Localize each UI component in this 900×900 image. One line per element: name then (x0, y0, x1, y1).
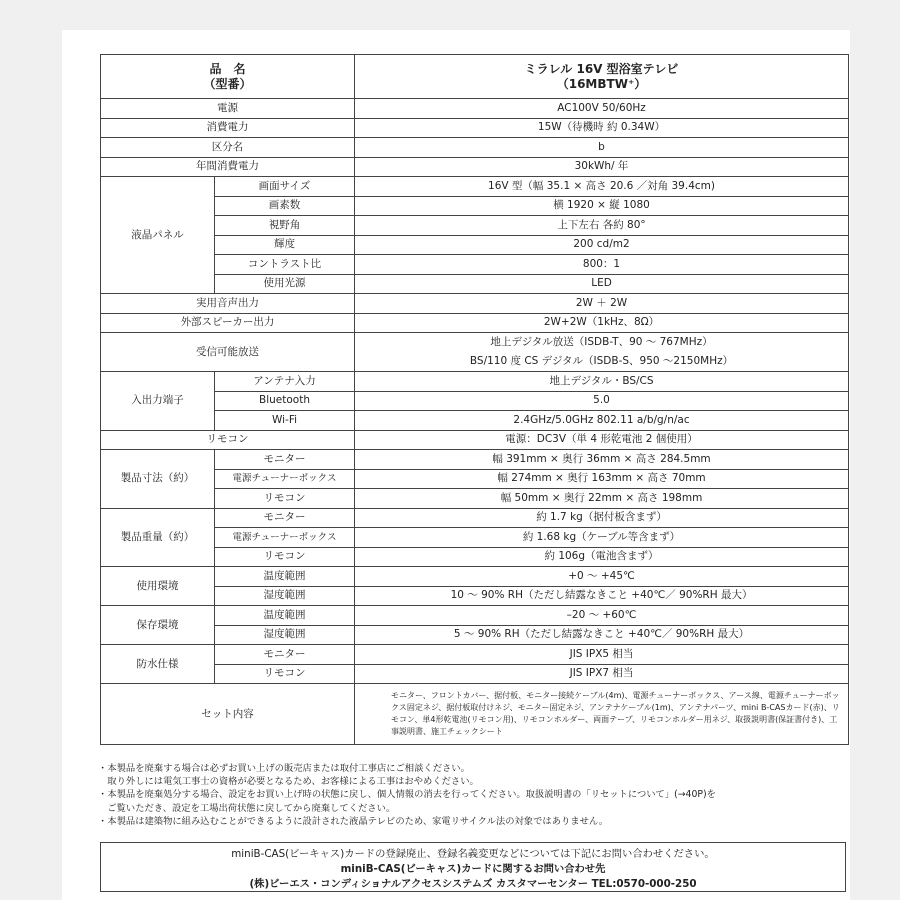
note-line: ご覧いただき、設定を工場出荷状態に戻してから廃棄してください。 (98, 802, 396, 814)
spec-sublabel: 電源チューナーボックス (215, 469, 355, 489)
table-row (101, 177, 849, 197)
spec-sublabel: Bluetooth (215, 391, 355, 411)
spec-value: 200 cd/m2 (355, 235, 849, 255)
spec-sublabel: コントラスト比 (215, 255, 355, 275)
spec-value: 16V 型（幅 35.1 × 高さ 20.6 ／対角 39.4cm) (355, 177, 849, 197)
table-row (101, 430, 849, 450)
spec-label: 実用音声出力 (101, 294, 355, 314)
spec-value: JIS IPX5 相当 (355, 645, 849, 665)
spec-value: 幅 274mm × 奥行 163mm × 高さ 70mm (355, 469, 849, 489)
spec-sublabel: Wi-Fi (215, 411, 355, 431)
spec-value: 横 1920 × 縦 1080 (355, 196, 849, 216)
spec-label: 電源 (101, 99, 355, 119)
table-row (101, 567, 849, 587)
spec-sublabel: 画面サイズ (215, 177, 355, 197)
product-name-value: ミラレル 16V 型浴室テレビ （16MBTW⁺） (355, 55, 849, 99)
spec-sublabel: 湿度範囲 (215, 586, 355, 606)
spec-value: 幅 391mm × 奥行 36mm × 高さ 284.5mm (355, 450, 849, 470)
table-row (101, 138, 849, 158)
spec-value: +0 〜 +45℃ (355, 567, 849, 587)
contact-center: (株)ビーエス・コンディショナルアクセスシステムズ カスタマーセンター TEL:0570-000-250 (249, 878, 697, 890)
spec-value: LED (355, 274, 849, 294)
spec-sublabel: リモコン (215, 547, 355, 567)
notes (98, 762, 848, 828)
spec-value: 5.0 (355, 391, 849, 411)
spec-value: 約 106g（電池含まず） (355, 547, 849, 567)
spec-value: 2W+2W（1kHz、8Ω） (355, 313, 849, 333)
spec-table (100, 54, 849, 745)
contact-line: miniB-CAS(ビーキャス)カードの登録廃止、登録名義変更などについては下記にお問い合わせください。 (231, 848, 715, 860)
spec-label: 外部スピーカー出力 (101, 313, 355, 333)
spec-sublabel: モニター (215, 508, 355, 528)
spec-label: リモコン (101, 430, 355, 450)
set-contents-value: モニター、フロントカバー、据付板、モニター接続ケーブル(4m)、電源チューナーボックス、アース線、電源チューナーボックス固定ネジ、据付板取付けネジ、モニター固定ネジ、アンテナケーブル(1m)、アンテナパーツ、mini B-CASカード(赤)、リモコン、単4形乾電池(リモコン用)、リモコンホルダー、両面テープ、リモコンホルダー用ネジ、取扱説明書(保証書付き)、工事説明書、施工チェックシート (355, 684, 849, 745)
spec-label: 区分名 (101, 138, 355, 158)
spec-label: 受信可能放送 (101, 333, 355, 372)
spec-value: 電源：DC3V（単 4 形乾電池 2 個使用） (355, 430, 849, 450)
note-line: ・本製品を廃棄処分する場合、設定をお買い上げ時の状態に戻し、個人情報の消去を行ってください。取扱説明書の「リセットについて」(→40P)を (98, 789, 716, 801)
spec-value: 上下左右 各約 80° (355, 216, 849, 236)
table-row (101, 157, 849, 177)
spec-group-label: 入出力端子 (101, 372, 215, 431)
spec-sublabel: リモコン (215, 664, 355, 684)
product-name-header: 品 名 （型番） (101, 55, 355, 99)
spec-value: 5 〜 90% RH（ただし結露なきこと +40℃／ 90%RH 最大） (355, 625, 849, 645)
table-row (101, 645, 849, 665)
table-row (101, 294, 849, 314)
spec-sublabel: 温度範囲 (215, 567, 355, 587)
spec-sublabel: モニター (215, 645, 355, 665)
spec-value: –20 〜 +60℃ (355, 606, 849, 626)
spec-label: 年間消費電力 (101, 157, 355, 177)
spec-sublabel: 輝度 (215, 235, 355, 255)
spec-sublabel: 湿度範囲 (215, 625, 355, 645)
spec-value: 15W（待機時 約 0.34W） (355, 118, 849, 138)
spec-value: b (355, 138, 849, 158)
spec-value: 地上デジタル放送（ISDB-T、90 〜 767MHz） BS/110 度 CS デジタル（ISDB-S、950 〜2150MHz） (355, 333, 849, 372)
spec-value: 2.4GHz/5.0GHz 802.11 a/b/g/n/ac (355, 411, 849, 431)
spec-label: セット内容 (101, 684, 355, 745)
spec-sublabel: モニター (215, 450, 355, 470)
contact-box (100, 842, 846, 892)
table-row (101, 684, 849, 745)
spec-value: JIS IPX7 相当 (355, 664, 849, 684)
table-header-row (101, 55, 849, 99)
spec-group-label: 製品寸法（約） (101, 450, 215, 509)
note-line: ・本製品を廃棄する場合は必ずお買い上げの販売店または取付工事店にご相談ください。 (98, 763, 470, 774)
table-row (101, 99, 849, 119)
table-row (101, 450, 849, 470)
spec-group-label: 使用環境 (101, 567, 215, 606)
spec-value: 幅 50mm × 奥行 22mm × 高さ 198mm (355, 489, 849, 509)
table-row (101, 313, 849, 333)
spec-value: 地上デジタル・BS/CS (355, 372, 849, 392)
spec-value: 約 1.7 kg（据付板含まず） (355, 508, 849, 528)
spec-value: 10 〜 90% RH（ただし結露なきこと +40℃／ 90%RH 最大） (355, 586, 849, 606)
spec-sublabel: 使用光源 (215, 274, 355, 294)
spec-value: 800：1 (355, 255, 849, 275)
table-row (101, 372, 849, 392)
spec-sublabel: 画素数 (215, 196, 355, 216)
spec-value: 2W ＋ 2W (355, 294, 849, 314)
spec-sublabel: 温度範囲 (215, 606, 355, 626)
table-row (101, 118, 849, 138)
spec-sublabel: 電源チューナーボックス (215, 528, 355, 548)
table-row (101, 333, 849, 372)
spec-sublabel: アンテナ入力 (215, 372, 355, 392)
note-line: ・本製品は建築物に組み込むことができるように設計された液晶テレビのため、家電リサイクル法の対象ではありません。 (98, 815, 609, 827)
table-row (101, 606, 849, 626)
spec-sublabel: 視野角 (215, 216, 355, 236)
spec-sublabel: リモコン (215, 489, 355, 509)
spec-group-label: 保存環境 (101, 606, 215, 645)
spec-group-label: 防水仕様 (101, 645, 215, 684)
note-line: 取り外しには電気工事士の資格が必要となるため、お客様による工事はおやめください。 (98, 776, 479, 788)
spec-value: AC100V 50/60Hz (355, 99, 849, 119)
spec-label: 消費電力 (101, 118, 355, 138)
contact-heading: miniB-CAS(ビーキャス)カードに関するお問い合わせ先 (340, 863, 606, 875)
spec-value: 30kWh/ 年 (355, 157, 849, 177)
table-row (101, 508, 849, 528)
spec-value: 約 1.68 kg（ケーブル等含まず） (355, 528, 849, 548)
spec-group-label: 製品重量（約） (101, 508, 215, 567)
spec-group-label: 液晶パネル (101, 177, 215, 294)
